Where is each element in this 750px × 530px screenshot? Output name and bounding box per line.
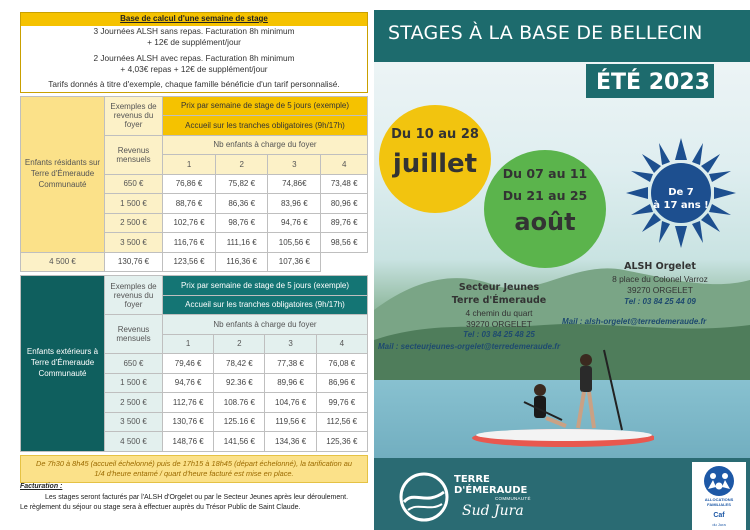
revenus-label: Revenus mensuels xyxy=(105,315,163,354)
caf-allocations xyxy=(692,498,746,507)
secteur-jeunes-contact xyxy=(378,282,574,351)
price-header: Prix par semaine de stage de 5 jours (exemple) xyxy=(163,96,368,116)
calc-line-2a: 2 Journées ALSH avec repas. Facturation 8h minimum xyxy=(93,53,295,64)
facturation-line2: Le règlement du séjour ou stage sera à effectuer auprès du Trésor Public de Saint Claude. xyxy=(20,504,301,511)
secteur-tel: Tel : 03 84 25 48 25 xyxy=(463,330,535,340)
price-cell: 73,48 € xyxy=(321,174,368,194)
children-col: 3 xyxy=(268,155,321,175)
aout-month: août xyxy=(514,208,576,236)
price-cell: 112,56 € xyxy=(316,412,367,432)
price-cell: 141,56 € xyxy=(214,432,265,452)
price-cell: 125,36 € xyxy=(316,432,367,452)
children-col: 4 xyxy=(321,155,368,175)
alsh-name: ALSH Orgelet xyxy=(624,261,696,272)
caf-logo xyxy=(692,462,746,530)
secteur-address1: 4 chemin du quart xyxy=(465,307,533,318)
aout-bubble xyxy=(484,150,606,268)
alsh-tel: Tel : 03 84 25 44 09 xyxy=(624,296,696,306)
revenus-label: Revenus mensuels xyxy=(105,135,163,174)
age-badge xyxy=(651,186,711,212)
caf-line1: ALLOCATIONS xyxy=(704,497,734,502)
terre-emeraude-logo xyxy=(396,470,536,526)
price-cell: 119,56 € xyxy=(265,412,316,432)
revenu-cell: 4 500 € xyxy=(105,432,163,452)
accueil-header: Accueil sur les tranches obligatoires (9h/17h) xyxy=(163,116,368,136)
logo-te-title xyxy=(454,474,527,496)
children-header: Nb enfants à charge du foyer xyxy=(163,135,368,155)
aout-dates-1: Du 07 au 11 xyxy=(502,166,588,181)
price-cell: 83,96 € xyxy=(268,194,321,214)
children-col: 1 xyxy=(163,155,216,175)
tarifs-column xyxy=(20,12,368,483)
calc-line-1a: 3 Journées ALSH sans repas. Facturation 8h minimum xyxy=(93,25,295,36)
paddleboard-illustration xyxy=(454,340,654,460)
logo-te-small: COMMUNAUTÉ xyxy=(495,496,531,501)
children-col: 4 xyxy=(316,334,367,354)
revenu-cell: 3 500 € xyxy=(105,412,163,432)
revenu-cell: 1 500 € xyxy=(105,194,163,214)
price-cell: 98,56 € xyxy=(321,233,368,253)
calc-line-2b: + 4,03€ repas + 12€ de supplément/jour xyxy=(120,64,268,75)
juillet-bubble xyxy=(379,105,491,213)
alsh-mail[interactable]: Mail : alsh-orgelet@terredemeraude.fr xyxy=(562,317,707,326)
revenu-cell: 2 500 € xyxy=(105,393,163,413)
revenu-cell: 650 € xyxy=(105,174,163,194)
age-line2: à 17 ans ! xyxy=(653,200,709,211)
calc-title: Base de calcul d'une semaine de stage xyxy=(21,13,367,26)
logo-te-line2: D'ÉMERAUDE xyxy=(454,485,528,496)
price-cell: 94,76 € xyxy=(163,373,214,393)
schedule-note xyxy=(20,455,368,483)
price-cell: 92.36 € xyxy=(214,373,265,393)
poster-panel xyxy=(374,10,750,530)
terre-emeraude-logo-mark-icon xyxy=(396,472,452,522)
age-line1: De 7 xyxy=(668,187,694,198)
caf-sub: du Jura xyxy=(712,522,726,527)
price-cell: 148,76 € xyxy=(163,432,214,452)
tarif-table-residents xyxy=(20,96,368,273)
revenu-cell: 4 500 € xyxy=(21,252,105,272)
children-col: 3 xyxy=(265,334,316,354)
price-cell: 89,76 € xyxy=(321,213,368,233)
price-cell: 94,76 € xyxy=(268,213,321,233)
facturation-section xyxy=(20,482,370,514)
examples-label: Exemples de revenus du foyer xyxy=(105,96,163,135)
price-cell: 76,86 € xyxy=(163,174,216,194)
table-row xyxy=(21,252,368,272)
caf-line2: FAMILIALES xyxy=(707,501,731,507)
revenu-cell: 650 € xyxy=(105,354,163,374)
price-cell: 134,36 € xyxy=(265,432,316,452)
revenu-cell: 1 500 € xyxy=(105,373,163,393)
price-cell: 88,76 € xyxy=(163,194,216,214)
caf-emblem-icon xyxy=(702,465,736,497)
logo-te-line1: TERRE xyxy=(454,474,490,485)
aout-dates-2: Du 21 au 25 xyxy=(502,188,588,203)
price-cell: 99,76 € xyxy=(316,393,367,413)
price-cell: 116,36 € xyxy=(216,252,268,272)
price-cell: 130,76 € xyxy=(105,252,163,272)
juillet-month: juillet xyxy=(392,149,478,179)
secteur-address2: 39270 ORGELET xyxy=(466,318,532,329)
poster-title: STAGES À LA BASE DE BELLECIN xyxy=(388,22,703,44)
calc-line-1b: + 12€ de supplément/jour xyxy=(147,36,241,47)
alsh-address1: 8 place du Colonel Varroz xyxy=(612,273,708,284)
price-cell: 98,76 € xyxy=(216,213,268,233)
price-cell: 77,38 € xyxy=(265,354,316,374)
schedule-note-line2: 1/4 d'heure entamé / quart d'heure facturé est mise en place. xyxy=(94,468,294,478)
price-cell: 116,76 € xyxy=(163,233,216,253)
calc-box xyxy=(20,12,368,93)
price-cell: 80,96 € xyxy=(321,194,368,214)
price-cell: 86,36 € xyxy=(216,194,268,214)
price-cell: 102,76 € xyxy=(163,213,216,233)
schedule-note-line1: De 7h30 à 8h45 (accueil échelonné) puis de 17h15 à 18h45 (départ échelonné), la tarification au xyxy=(36,458,352,468)
secteur-name1: Secteur Jeunes xyxy=(458,282,540,293)
alsh-contact xyxy=(562,261,750,326)
accueil-header: Accueil sur les tranches obligatoires (9h/17h) xyxy=(163,295,368,315)
price-cell: 107,36 € xyxy=(268,252,321,272)
poster-subtitle: ÉTÉ 2023 xyxy=(596,70,710,95)
price-cell: 112,76 € xyxy=(163,393,214,413)
revenu-cell: 3 500 € xyxy=(105,233,163,253)
alsh-address2: 39270 ORGELET xyxy=(627,285,693,296)
children-col: 2 xyxy=(216,155,268,175)
price-cell: 75,82 € xyxy=(216,174,268,194)
price-cell: 108.76 € xyxy=(214,393,265,413)
price-cell: 74,86€ xyxy=(268,174,321,194)
price-cell: 76,08 € xyxy=(316,354,367,374)
revenu-cell: 2 500 € xyxy=(105,213,163,233)
juillet-dates: Du 10 au 28 xyxy=(391,127,479,142)
price-cell: 78,42 € xyxy=(214,354,265,374)
children-col: 2 xyxy=(214,334,265,354)
price-cell: 130,76 € xyxy=(163,412,214,432)
calc-note: Tarifs donnés à titre d'exemple, chaque famille bénéficie d'un tarif personnalisé. xyxy=(48,78,340,89)
children-col: 1 xyxy=(163,334,214,354)
facturation-line1: Les stages seront facturés par l'ALSH d'Orgelet ou par le Secteur Jeunes après leur déroulement. xyxy=(45,493,349,501)
price-cell: 104,76 € xyxy=(265,393,316,413)
price-cell: 123,56 € xyxy=(163,252,216,272)
children-header: Nb enfants à charge du foyer xyxy=(163,315,368,335)
secteur-name2: Terre d'Émeraude xyxy=(451,294,547,306)
examples-label: Exemples de revenus du foyer xyxy=(105,276,163,315)
facturation-title: Facturation : xyxy=(20,483,63,490)
price-cell: 79,46 € xyxy=(163,354,214,374)
price-cell: 125.16 € xyxy=(214,412,265,432)
logo-te-script: Sud Jura xyxy=(462,503,524,519)
group-label: Enfants extérieurs à Terre d'Émeraude Communauté xyxy=(21,276,105,452)
price-header: Prix par semaine de stage de 5 jours (exemple) xyxy=(163,276,368,296)
secteur-mail[interactable]: Mail : secteurjeunes-orgelet@terredemeraude.fr xyxy=(378,342,561,351)
price-cell: 105,56 € xyxy=(268,233,321,253)
price-cell: 111,16 € xyxy=(216,233,268,253)
group-label: Enfants résidants sur Terre d'Émeraude Communauté xyxy=(21,96,105,252)
tarif-table-exterieurs xyxy=(20,275,368,452)
price-cell: 86,96 € xyxy=(316,373,367,393)
price-cell: 89,96 € xyxy=(265,373,316,393)
caf-name: Caf xyxy=(713,512,725,519)
